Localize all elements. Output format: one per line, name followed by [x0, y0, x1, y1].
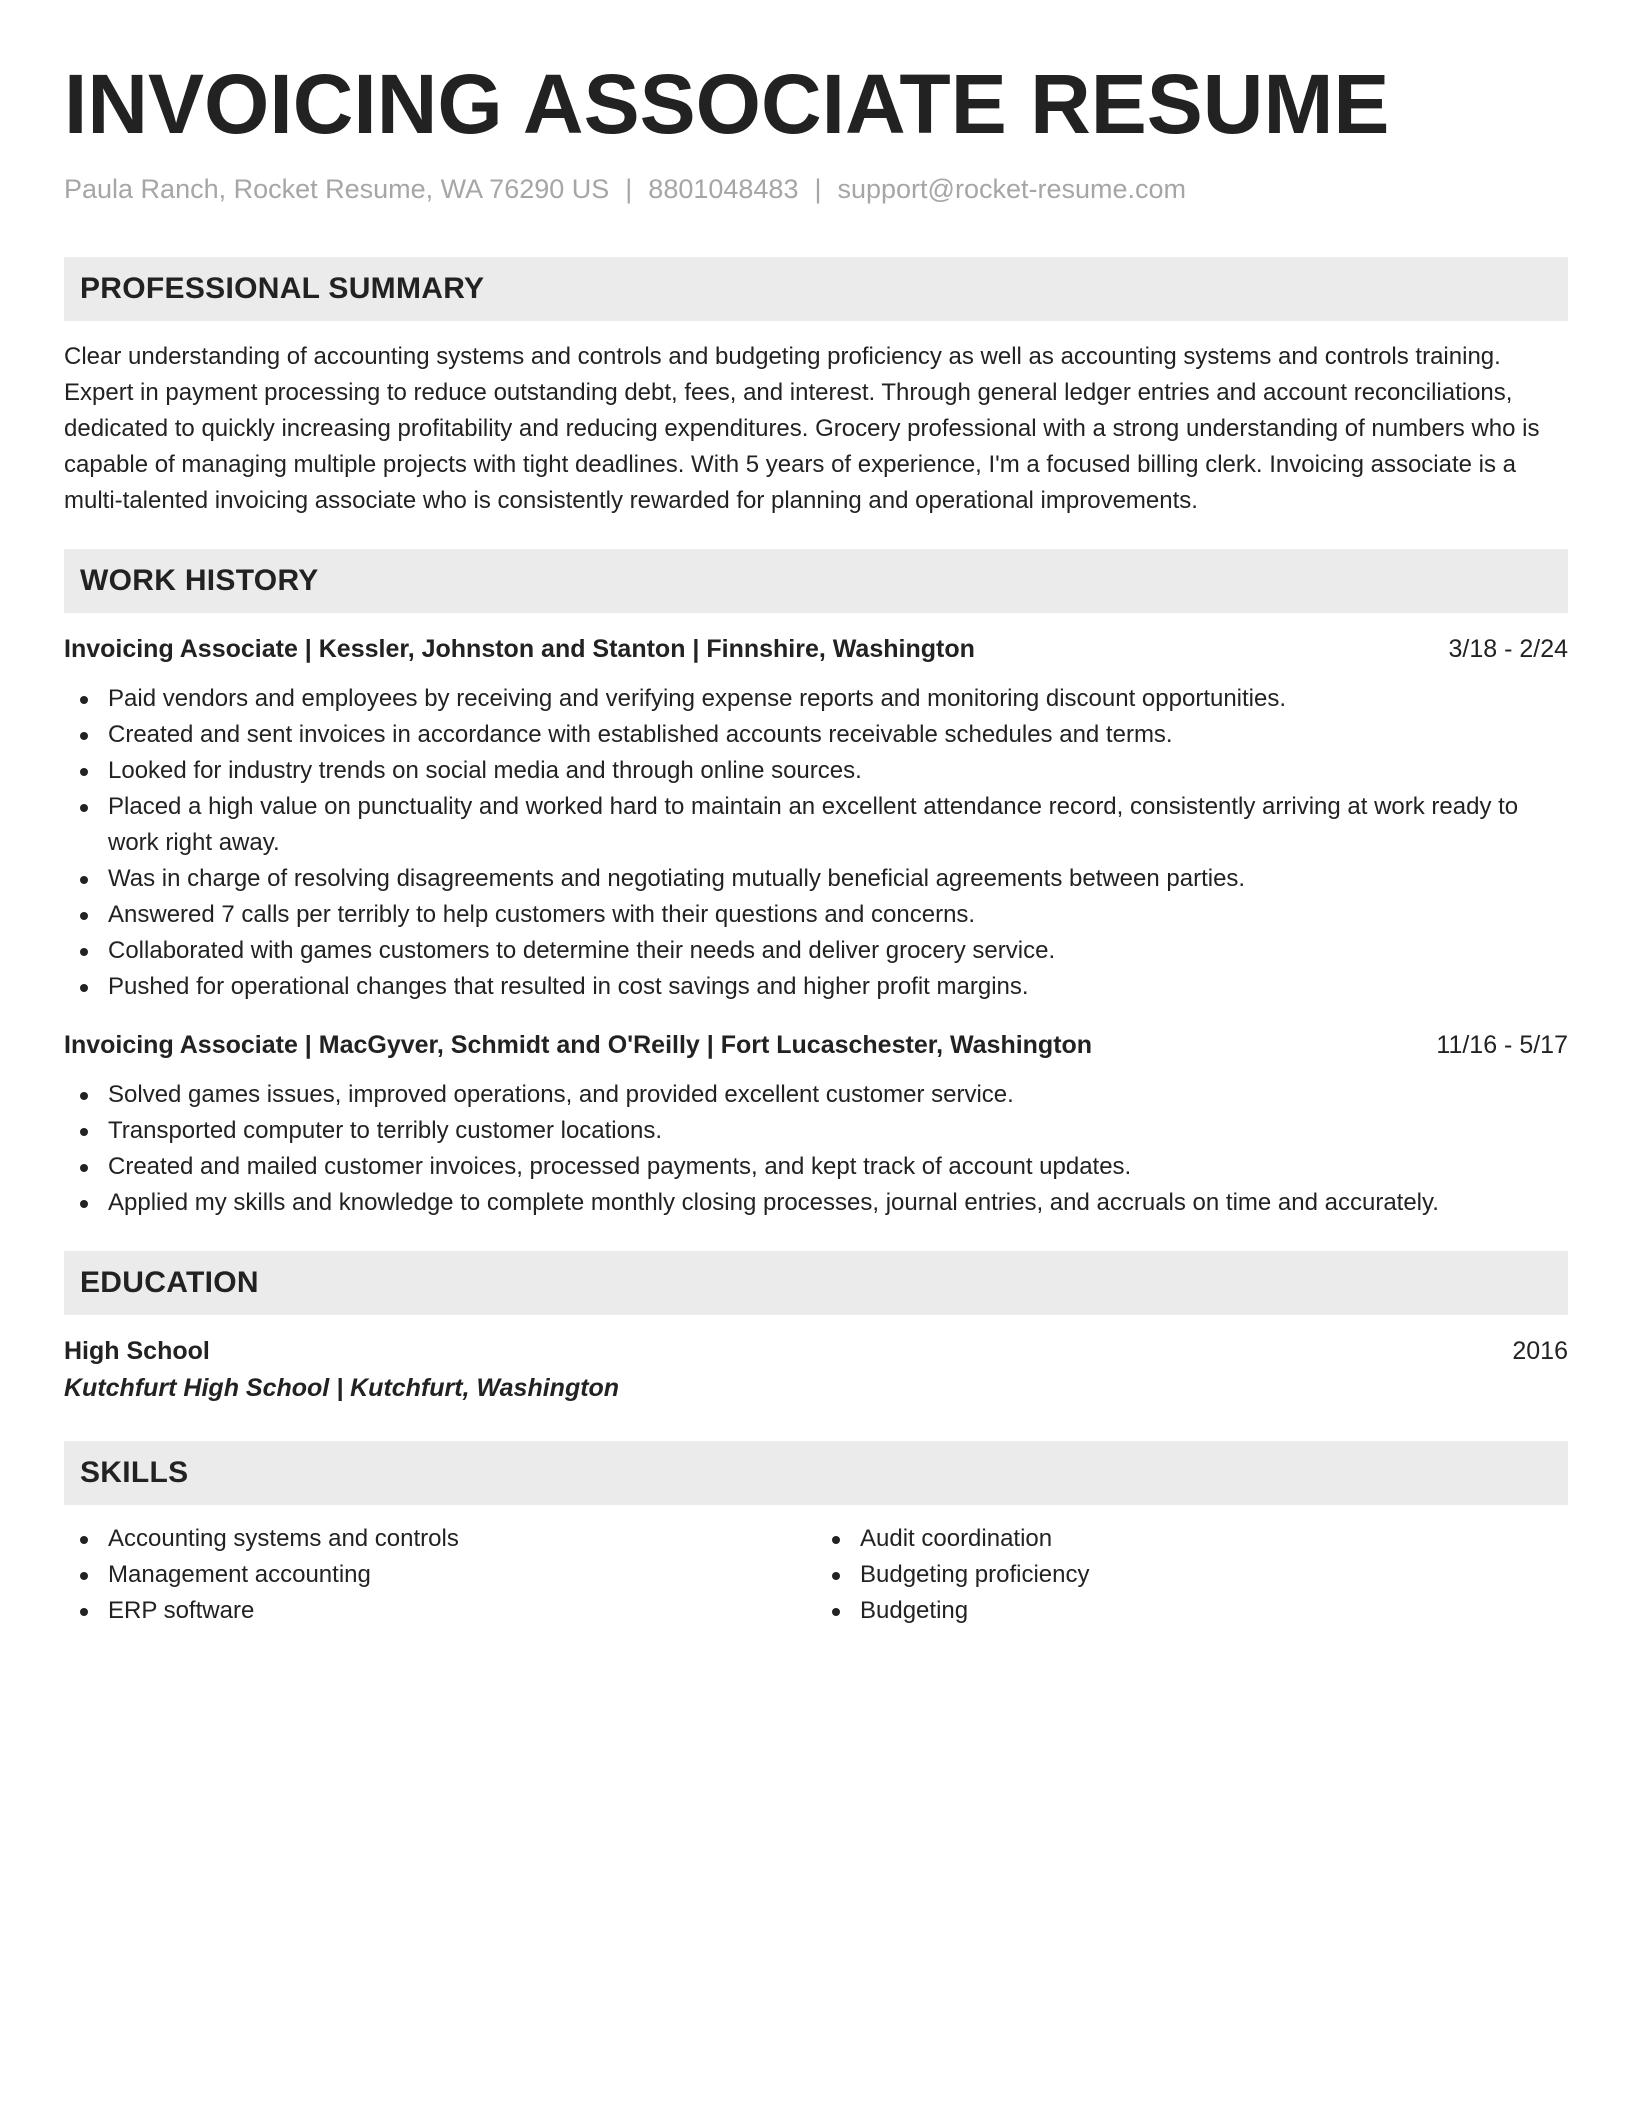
- list-item: [64, 897, 1568, 933]
- bullet-text: Applied my skills and knowledge to complete monthly closing processes, journal entries, and accruals on time and accurately.: [108, 1189, 1439, 1216]
- bullet-icon: [80, 984, 88, 992]
- bullet-text: Collaborated with games customers to determine their needs and deliver grocery service.: [108, 937, 1056, 964]
- list-item: [64, 717, 1568, 753]
- contact-line: [64, 172, 1568, 206]
- bullet-icon: [80, 1092, 88, 1100]
- education-section-header: [64, 1251, 1568, 1315]
- contact-phone: 8801048483: [648, 174, 799, 204]
- bullet-text: Solved games issues, improved operations, and provided excellent customer service.: [108, 1081, 1014, 1108]
- list-item: [64, 1593, 816, 1629]
- skills-section-header: [64, 1441, 1568, 1505]
- list-item: [64, 1113, 1568, 1149]
- list-item: [64, 1185, 1568, 1221]
- job-entry: [64, 631, 1568, 1005]
- skills-column-right: [816, 1521, 1568, 1629]
- skills-list: [64, 1521, 1568, 1629]
- contact-email: support@rocket-resume.com: [837, 174, 1187, 204]
- bullet-icon: [80, 1200, 88, 1208]
- summary-section-header: [64, 257, 1568, 321]
- bullet-icon: [80, 696, 88, 704]
- job-header: [64, 631, 1568, 667]
- list-item: [64, 1149, 1568, 1185]
- skill-text: Accounting systems and controls: [108, 1525, 459, 1552]
- skills-bullets: [64, 1521, 816, 1629]
- bullet-icon: [80, 948, 88, 956]
- skills-bullets: [816, 1521, 1568, 1629]
- work-heading: WORK HISTORY: [80, 564, 319, 597]
- bullet-text: Created and sent invoices in accordance with established accounts receivable schedules and terms.: [108, 721, 1173, 748]
- bullet-icon: [80, 876, 88, 884]
- bullet-icon: [832, 1572, 840, 1580]
- skill-text: Budgeting proficiency: [860, 1561, 1090, 1588]
- job-title: Invoicing Associate | MacGyver, Schmidt and O'Reilly | Fort Lucaschester, Washington: [64, 1031, 1093, 1059]
- job-bullets: [64, 681, 1568, 1005]
- bullet-icon: [80, 1536, 88, 1544]
- bullet-text: Placed a high value on punctuality and worked hard to maintain an excellent attendance record, consistently arriving at work ready to work right away.: [108, 793, 1519, 856]
- bullet-icon: [80, 912, 88, 920]
- list-item: [64, 1557, 816, 1593]
- bullet-icon: [80, 804, 88, 812]
- bullet-text: Transported computer to terribly customer locations.: [108, 1117, 663, 1144]
- bullet-icon: [80, 768, 88, 776]
- job-dates: 11/16 - 5/17: [1436, 1031, 1568, 1059]
- list-item: [64, 933, 1568, 969]
- bullet-icon: [80, 1608, 88, 1616]
- bullet-text: Created and mailed customer invoices, processed payments, and kept track of account updates.: [108, 1153, 1132, 1180]
- bullet-icon: [80, 1572, 88, 1580]
- skills-heading: SKILLS: [80, 1456, 189, 1489]
- work-section-header: [64, 549, 1568, 613]
- bullet-text: Was in charge of resolving disagreements and negotiating mutually beneficial agreements between parties.: [108, 865, 1246, 892]
- job-header: [64, 1027, 1568, 1063]
- list-item: [64, 789, 1568, 861]
- bullet-icon: [80, 1164, 88, 1172]
- contact-separator: |: [625, 174, 633, 204]
- job-dates: 3/18 - 2/24: [1448, 635, 1568, 663]
- list-item: [816, 1557, 1568, 1593]
- education-degree: High School: [64, 1337, 210, 1365]
- education-heading: EDUCATION: [80, 1266, 259, 1299]
- bullet-icon: [80, 732, 88, 740]
- bullet-text: Pushed for operational changes that resulted in cost savings and higher profit margins.: [108, 973, 1029, 1000]
- list-item: [64, 969, 1568, 1005]
- page-title: INVOICING ASSOCIATE RESUME: [64, 57, 1390, 151]
- bullet-icon: [80, 1128, 88, 1136]
- summary-heading: PROFESSIONAL SUMMARY: [80, 272, 485, 305]
- skill-text: Budgeting: [860, 1597, 969, 1624]
- bullet-text: Looked for industry trends on social media and through online sources.: [108, 757, 862, 784]
- education-school: Kutchfurt High School | Kutchfurt, Washington: [64, 1374, 620, 1402]
- bullet-icon: [832, 1608, 840, 1616]
- list-item: [64, 1521, 816, 1557]
- job-entry: [64, 1027, 1568, 1221]
- skill-text: ERP software: [108, 1597, 255, 1624]
- education-year: 2016: [1512, 1337, 1568, 1365]
- list-item: [816, 1521, 1568, 1557]
- list-item: [64, 1077, 1568, 1113]
- skill-text: Audit coordination: [860, 1525, 1053, 1552]
- education-header: [64, 1333, 1568, 1369]
- bullet-text: Paid vendors and employees by receiving and verifying expense reports and monitoring discount opportunities.: [108, 685, 1287, 712]
- list-item: [64, 681, 1568, 717]
- contact-separator: |: [814, 174, 822, 204]
- summary-text: Clear understanding of accounting systems and controls and budgeting proficiency as well as accounting systems and controls training. Expert in payment processing to reduce outstanding debt, fees, and interest. Through general ledger entries and account reconciliations, dedicated to quickly increasing profitability and reducing expenditures. Grocery professional with a strong understanding of numbers who is capable of managing multiple projects with tight deadlines. With 5 years of experience, I'm a focused billing clerk. Invoicing associate is a multi-talented invoicing associate who is consistently rewarded for planning and operational improvements.: [64, 343, 1540, 514]
- list-item: [64, 861, 1568, 897]
- contact-address: Paula Ranch, Rocket Resume, WA 76290 US: [64, 174, 610, 204]
- job-bullets: [64, 1077, 1568, 1221]
- skill-text: Management accounting: [108, 1561, 371, 1588]
- bullet-text: Answered 7 calls per terribly to help customers with their questions and concerns.: [108, 901, 976, 928]
- list-item: [816, 1593, 1568, 1629]
- bullet-icon: [832, 1536, 840, 1544]
- job-title: Invoicing Associate | Kessler, Johnston and Stanton | Finnshire, Washington: [64, 635, 975, 663]
- skills-column-left: [64, 1521, 816, 1629]
- list-item: [64, 753, 1568, 789]
